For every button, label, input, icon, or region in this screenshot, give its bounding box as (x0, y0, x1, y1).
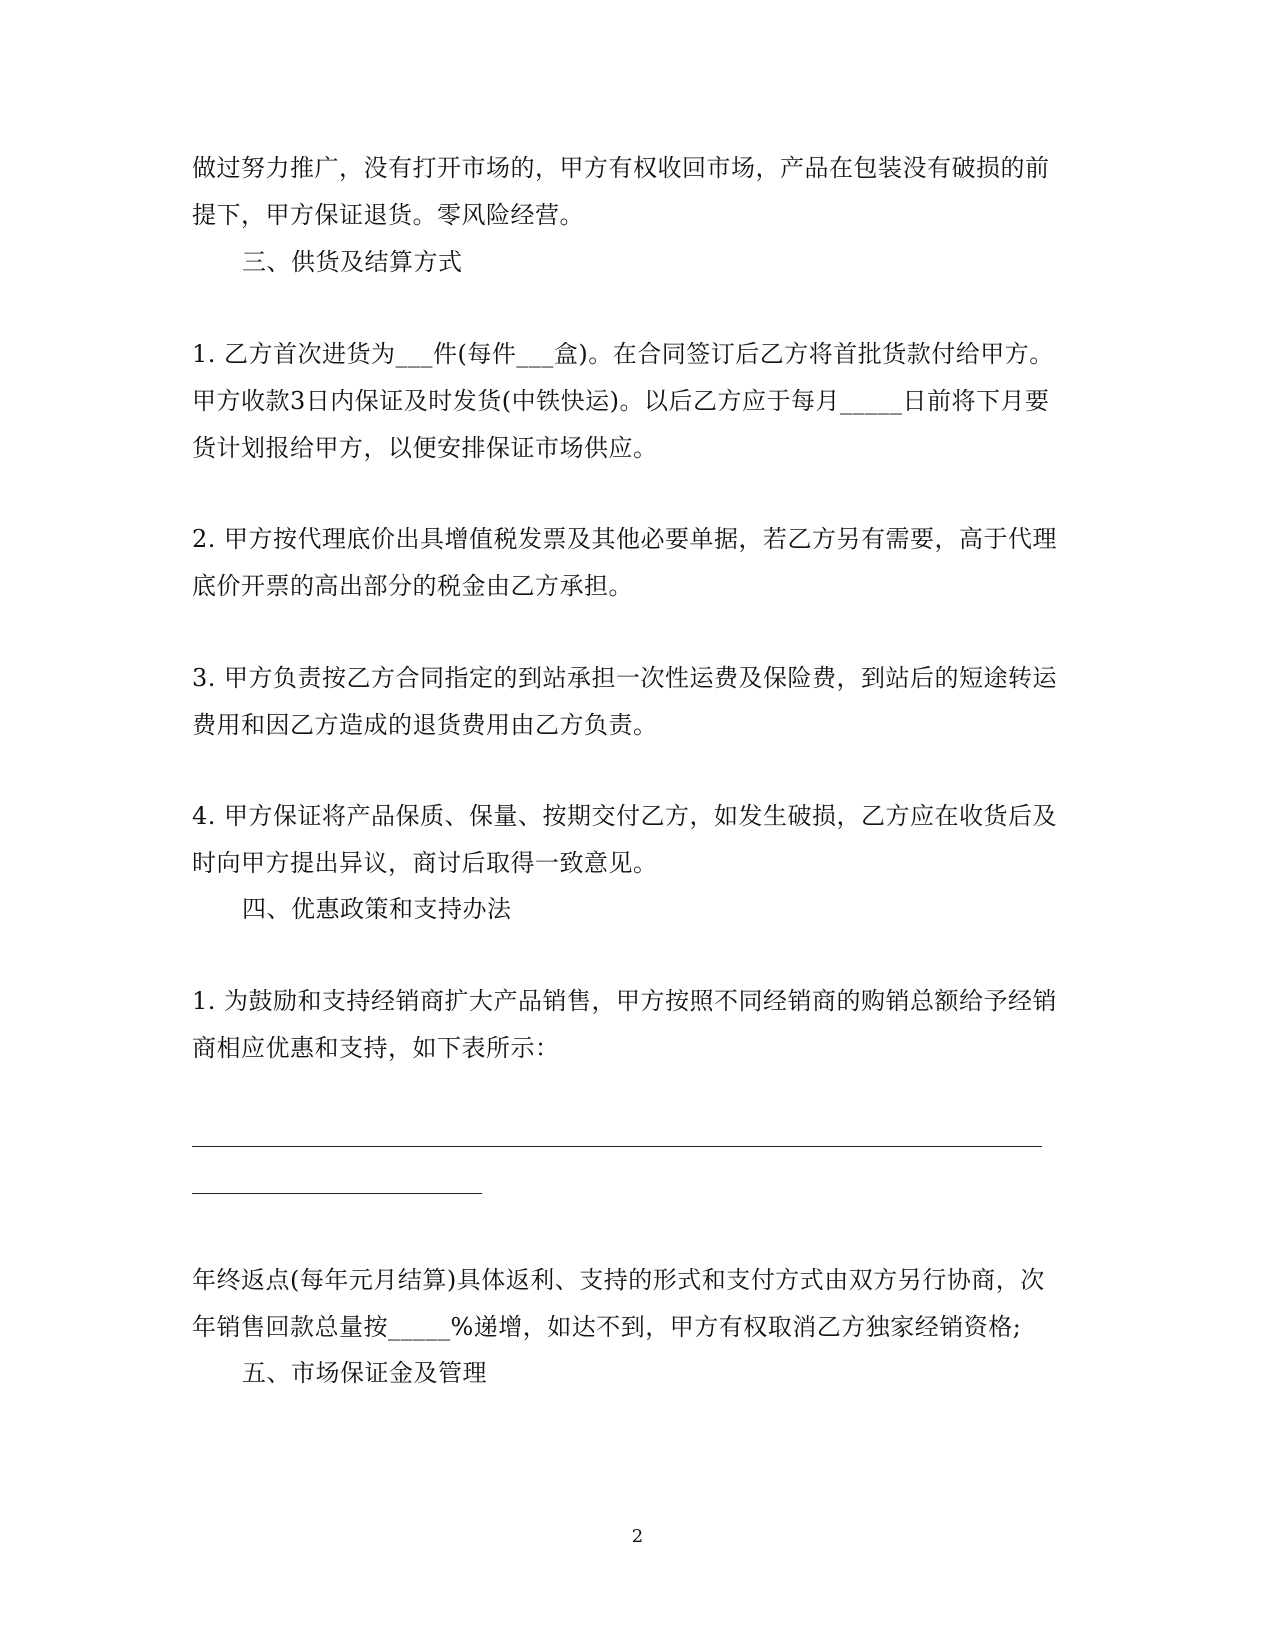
clause-3-3-line-1: 3. 甲方负责按乙方合同指定的到站承担一次性运费及保险费，到站后的短途转运 (192, 664, 1058, 692)
clause-3-2-line-2: 底价开票的高出部分的税金由乙方承担。 (192, 572, 633, 600)
section-heading-3: 三、供货及结算方式 (242, 248, 463, 276)
rebate-line-1: 年终返点(每年元月结算)具体返利、支持的形式和支付方式由双方另行协商，次 (192, 1266, 1045, 1294)
table-placeholder-rule-2 (192, 1193, 482, 1194)
body-line-2: 提下，甲方保证退货。零风险经营。 (192, 201, 584, 229)
clause-3-4-line-2: 时向甲方提出异议，商讨后取得一致意见。 (192, 849, 658, 877)
clause-4-1-line-1: 1. 为鼓励和支持经销商扩大产品销售，甲方按照不同经销商的购销总额给予经销 (192, 987, 1058, 1015)
clause-3-2-line-1: 2. 甲方按代理底价出具增值税发票及其他必要单据，若乙方另有需要，高于代理 (192, 525, 1058, 553)
section-heading-5: 五、市场保证金及管理 (242, 1359, 487, 1387)
clause-3-3-line-2: 费用和因乙方造成的退货费用由乙方负责。 (192, 711, 658, 739)
section-heading-4: 四、优惠政策和支持办法 (242, 895, 512, 923)
rebate-line-2: 年销售回款总量按_____%递增，如达不到，甲方有权取消乙方独家经销资格; (192, 1313, 1022, 1341)
clause-3-1-line-3: 货计划报给甲方，以便安排保证市场供应。 (192, 434, 658, 462)
clause-3-1-line-1: 1. 乙方首次进货为___件(每件___盒)。在合同签订后乙方将首批货款付给甲方。 (192, 340, 1054, 368)
table-placeholder-rule-1 (192, 1146, 1042, 1147)
clause-3-4-line-1: 4. 甲方保证将产品保质、保量、按期交付乙方，如发生破损，乙方应在收货后及 (192, 802, 1058, 830)
clause-4-1-line-2: 商相应优惠和支持，如下表所示： (192, 1034, 560, 1062)
body-line-1: 做过努力推广，没有打开市场的，甲方有权收回市场，产品在包装没有破损的前 (192, 154, 1050, 182)
clause-3-1-line-2: 甲方收款3日内保证及时发货(中铁快运)。以后乙方应于每月_____日前将下月要 (192, 387, 1050, 415)
page-number: 2 (631, 1526, 644, 1547)
